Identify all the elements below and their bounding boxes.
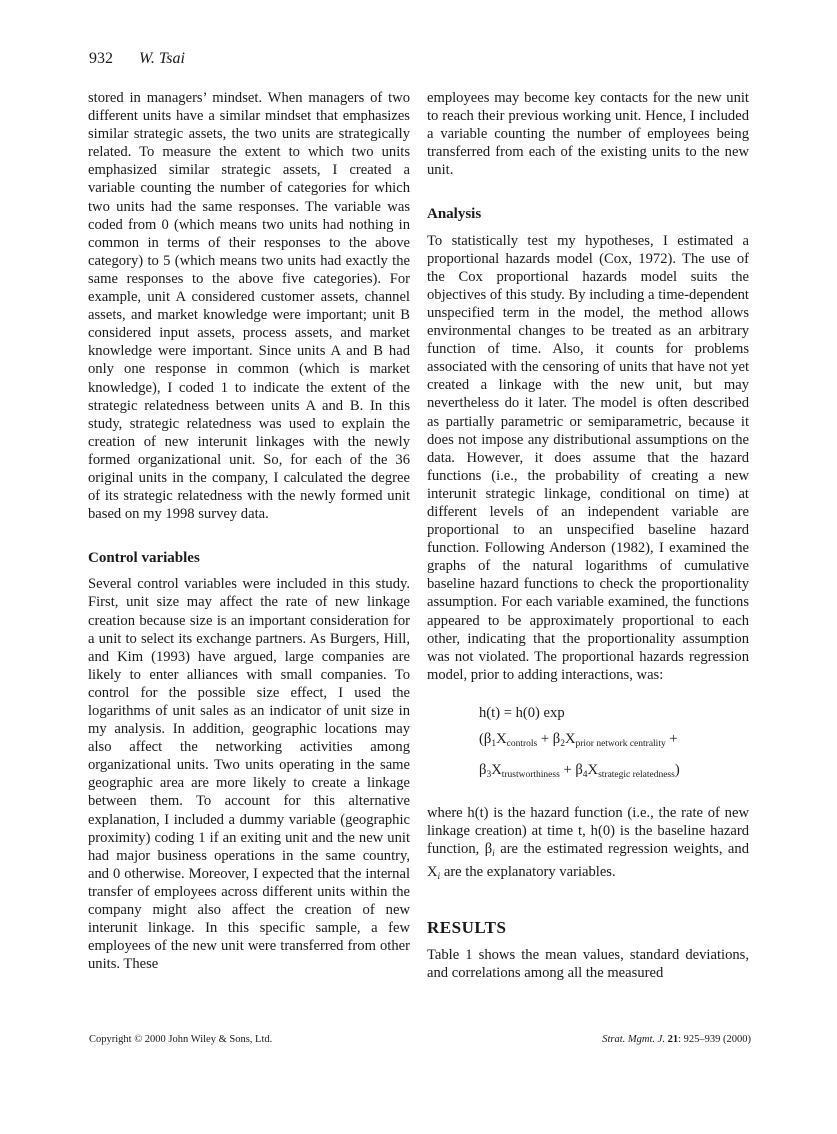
hazard-model-equation <box>479 700 749 788</box>
running-author: W. Tsai <box>139 50 185 67</box>
equation-line-1: h(t) = h(0) exp <box>479 704 565 721</box>
body-paragraph: stored in managers’ mindset. When managers of two different units have a similar mindset that emphasizes similar strategic assets, the two units are strategically related. To measure the extent to which two units emphasized similar strategic assets, I created a variable counting the number of categories for which two units had the same responses. The variable was coded from 0 (which means two units had nothing in common in terms of their responses to the above category) to 5 (which means two units had exactly the same responses to the above five categories). For example, unit A considered customer assets, channel assets, and market knowledge were important; unit B considered input assets, process assets, and market knowledge were important. Since units A and B had only one response in common (which is market knowledge), I coded 1 to indicate the extent of the strategic relatedness between units A and B. In this study, strategic relatedness was used to explain the creation of new interunit linkages with the newly formed organizational unit. So, for each of the 36 original units in the company, I calculated the degree of its strategic relatedness with the newly formed unit based on my 1998 survey data. <box>88 90 410 523</box>
body-paragraph: employees may become key contacts for the new unit to reach their previous working unit. Hence, I included a variable counting the number of employees being transferred from each of the existing units to the new unit. <box>427 90 749 179</box>
section-heading-results: RESULTS <box>427 918 507 938</box>
copyright-notice: Copyright © 2000 John Wiley & Sons, Ltd. <box>89 1034 273 1045</box>
body-paragraph-equation-explanation: where h(t) is the hazard function (i.e., the rate of new linkage creation) at time t, h(0) is the baseline hazard function, $\beta_i$ are the estimated regression weights, and $X_i$ are the explanatory variables. <box>427 804 749 883</box>
running-header <box>89 50 185 68</box>
journal-citation: Strat. Mgmt. J. 21: 925–939 (2000) <box>602 1034 751 1045</box>
section-heading-analysis: Analysis <box>427 206 482 223</box>
left-column <box>88 89 410 973</box>
right-column <box>427 89 749 982</box>
section-heading-control-variables: Control variables <box>88 550 200 567</box>
equation-line-3: $\beta_3X_{trustworthiness} + \beta_4X_{strategic relatedness}$) <box>479 761 680 780</box>
body-paragraph: To statistically test my hypotheses, I estimated a proportional hazards model (Cox, 1972). The use of the Cox proportional hazards model suits the objectives of this study. By including a time-dependent unspecified term in the model, the method allows environmental changes to be treated as an arbitrary function of time. Also, it counts for problems associated with the censoring of units that have not yet created a linkage with the new unit, but may nevertheless do it later. The model is often described as partially parametric or semiparametric, because it does not impose any distributional assumptions on the data. However, it does assume that the hazard functions (i.e., the probability of creating a new interunit strategic linkage, conditional on time) at different levels of an independent variable are proportional to an unspecified baseline hazard function. Following Anderson (1982), I examined the graphs of the natural logarithms of cumulative baseline hazard functions to check the proportionality assumption. For each variable examined, the functions appeared to be approximately proportional to each other, indicating that the proportionality assumption was not violated. The proportional hazards regression model, prior to adding interactions, was: <box>427 232 749 683</box>
equation-line-2: ($\beta_1X_{controls} + \beta_2X_{prior network centrality}$ + <box>479 730 678 749</box>
body-paragraph: Table 1 shows the mean values, standard deviations, and correlations among all the measured <box>427 947 749 982</box>
page-number: 932 <box>89 50 113 67</box>
body-paragraph: Several control variables were included in this study. First, unit size may affect the rate of new linkage creation because size is an important consideration for a unit to select its exchange partners. As Burgers, Hill, and Kim (1993) have argued, large companies are likely to enter alliances with small companies. To control for the possible size effect, I used the logarithms of unit sales as an indicator of unit size in my analysis. In addition, geographic locations may also affect the networking activities among organizational units. Two units operating in the same geographic area are more likely to create a linkage between them. To account for this alternative explanation, I included a dummy variable (geographic proximity) coding 1 if an exiting unit and the new unit had major business operations in the same country, and 0 otherwise. Moreover, I expected that the internal transfer of employees across different units within the company might also affect the creation of new interunit linkage. In this specific sample, a few employees of the new unit were transferred from other units. These <box>88 576 410 973</box>
